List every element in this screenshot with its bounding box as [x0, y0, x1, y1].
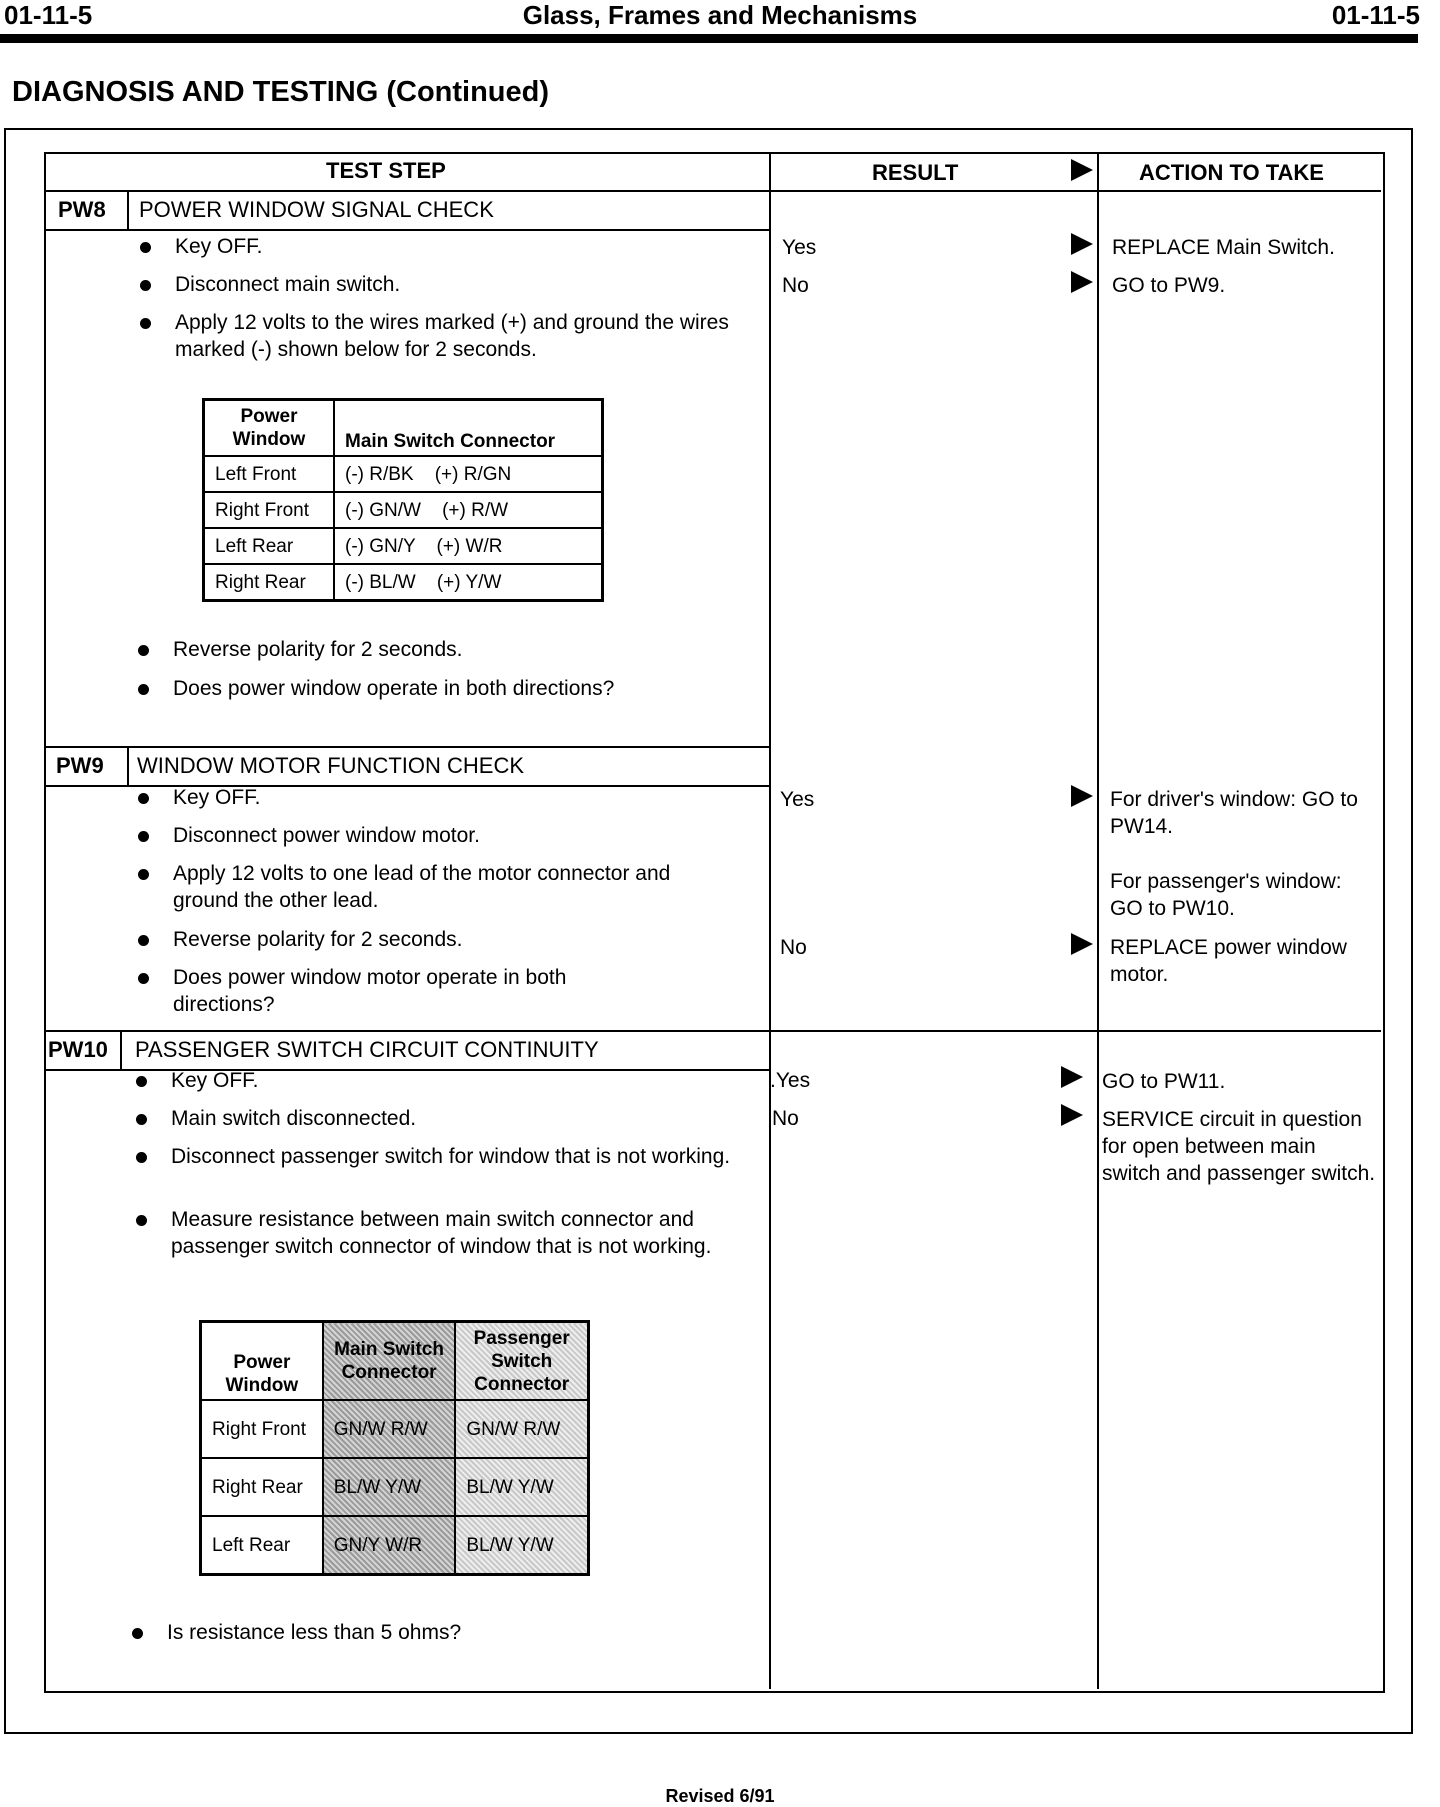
table-cell: Left Front: [204, 456, 335, 492]
result-yes: Yes: [782, 236, 817, 259]
bullet-text: Apply 12 volts to one lead of the motor connector and ground the other lead.: [173, 862, 671, 912]
result-no: No: [780, 936, 807, 959]
bullet-text: Key OFF.: [171, 1069, 259, 1092]
passenger-switch-table: [199, 1320, 590, 1576]
bullet-text: Disconnect main switch.: [175, 273, 401, 296]
arrow-icon: [1061, 1066, 1083, 1088]
bullet-icon: [138, 973, 149, 984]
arrow-icon: [1071, 233, 1093, 255]
step-title-pw9: WINDOW MOTOR FUNCTION CHECK: [137, 753, 525, 778]
table-row: [204, 456, 603, 492]
table-cell: Left Rear: [204, 528, 335, 564]
main-switch-connector-table: [202, 398, 604, 602]
result-no: No: [772, 1107, 799, 1130]
table-header-cell: Main Switch Connector: [323, 1322, 456, 1401]
column-divider: [1097, 152, 1099, 1689]
table-cell: (-) GN/W (+) R/W: [334, 492, 603, 528]
bullet-text: Reverse polarity for 2 seconds.: [173, 928, 463, 951]
bullet-icon: [138, 831, 149, 842]
bullet-icon: [136, 1215, 147, 1226]
step-tag-pw8: PW8: [58, 197, 106, 222]
bullet-text: Reverse polarity for 2 seconds.: [173, 638, 463, 661]
table-cell: (-) BL/W (+) Y/W: [334, 564, 603, 601]
tag-divider: [127, 748, 129, 786]
step-tag-pw9: PW9: [56, 753, 104, 778]
action-text: GO to PW11.: [1102, 1070, 1226, 1093]
bullet-icon: [138, 935, 149, 946]
action-text: For passenger's window: GO to PW10.: [1110, 870, 1342, 920]
table-cell: Right Rear: [204, 564, 335, 601]
revision-footer: Revised 6/91: [665, 1786, 775, 1806]
table-header-cell: Power Window: [204, 400, 335, 457]
table-row: [204, 528, 603, 564]
bullet-icon: [136, 1114, 147, 1125]
table-cell: (-) GN/Y (+) W/R: [334, 528, 603, 564]
result-no: No: [782, 274, 809, 297]
column-divider: [769, 152, 771, 1689]
page-code-left: 01-11-5: [4, 0, 93, 30]
table-cell: Right Front: [204, 492, 335, 528]
bullet-icon: [138, 684, 149, 695]
action-text: For driver's window: GO to PW14.: [1110, 788, 1358, 838]
table-cell: BL/W Y/W: [323, 1458, 456, 1516]
bullet-icon: [132, 1628, 143, 1639]
bullet-text: Disconnect passenger switch for window that is not working.: [171, 1145, 731, 1168]
table-row: [204, 564, 603, 601]
action-text: REPLACE Main Switch.: [1112, 236, 1335, 259]
bullet-icon: [136, 1076, 147, 1087]
arrow-icon: [1071, 933, 1093, 955]
bullet-icon: [136, 1152, 147, 1163]
table-cell: Right Rear: [201, 1458, 323, 1516]
step-separator: [44, 746, 770, 748]
result-yes: Yes: [780, 788, 815, 811]
bullet-icon: [138, 793, 149, 804]
bullet-text: Apply 12 volts to the wires marked (+) and ground the wires marked (-) shown below for 2 seconds.: [175, 311, 729, 361]
column-heading-result: RESULT: [872, 160, 959, 185]
column-heading-action: ACTION TO TAKE: [1139, 160, 1324, 185]
bullet-icon: [140, 318, 151, 329]
table-cell: Left Rear: [201, 1516, 323, 1575]
table-row: [201, 1458, 589, 1516]
page-header-title: Glass, Frames and Mechanisms: [522, 0, 918, 30]
table-cell: BL/W Y/W: [455, 1458, 588, 1516]
bullet-text: Key OFF.: [175, 235, 263, 258]
bullet-text: Is resistance less than 5 ohms?: [167, 1621, 462, 1644]
table-cell: GN/Y W/R: [323, 1516, 456, 1575]
header-rule: [0, 34, 1418, 43]
bullet-text: Does power window motor operate in both directions?: [173, 966, 567, 1016]
table-cell: Right Front: [201, 1400, 323, 1458]
table-cell: GN/W R/W: [455, 1400, 588, 1458]
table-row: [204, 492, 603, 528]
step-separator: [44, 1030, 1381, 1032]
table-header-cell: Power Window: [201, 1322, 323, 1401]
action-text: SERVICE circuit in question for open between main switch and passenger switch.: [1102, 1108, 1376, 1185]
action-text: GO to PW9.: [1112, 274, 1226, 297]
bullet-icon: [138, 869, 149, 880]
tag-divider: [127, 192, 129, 230]
bullet-icon: [140, 242, 151, 253]
bullet-text: Measure resistance between main switch connector and passenger switch connector of window that is not working.: [171, 1208, 712, 1258]
section-title: DIAGNOSIS AND TESTING (Continued): [12, 76, 550, 108]
table-header-row: [204, 400, 603, 457]
bullet-text: Key OFF.: [173, 786, 261, 809]
arrow-icon: [1071, 785, 1093, 807]
step-tag-pw10: PW10: [48, 1037, 108, 1062]
step-title-line: [44, 229, 770, 231]
step-title-line: [44, 785, 770, 787]
step-title-pw8: POWER WINDOW SIGNAL CHECK: [139, 197, 494, 222]
page-code-right: 01-11-5: [1331, 0, 1420, 30]
table-row: [201, 1516, 589, 1575]
tag-divider: [120, 1032, 122, 1070]
bullet-text: Main switch disconnected.: [171, 1107, 417, 1130]
bullet-text: Disconnect power window motor.: [173, 824, 480, 847]
header-row-line: [44, 190, 1381, 192]
step-title-pw10: PASSENGER SWITCH CIRCUIT CONTINUITY: [135, 1037, 599, 1062]
table-header-cell: Passenger Switch Connector: [455, 1322, 588, 1401]
table-row: [201, 1400, 589, 1458]
bullet-icon: [140, 280, 151, 291]
table-header-cell: Main Switch Connector: [334, 400, 603, 457]
table-cell: (-) R/BK (+) R/GN: [334, 456, 603, 492]
step-title-line: [44, 1069, 770, 1071]
result-yes: .Yes: [770, 1069, 811, 1092]
arrow-icon: [1071, 159, 1093, 181]
arrow-icon: [1071, 271, 1093, 293]
column-heading-test-step: TEST STEP: [326, 158, 446, 183]
action-text: REPLACE power window motor.: [1110, 936, 1347, 986]
arrow-icon: [1061, 1104, 1083, 1126]
bullet-icon: [138, 645, 149, 656]
table-header-row: [201, 1322, 589, 1401]
page-header: [0, 0, 1440, 30]
table-cell: GN/W R/W: [323, 1400, 456, 1458]
table-cell: BL/W Y/W: [455, 1516, 588, 1575]
bullet-text: Does power window operate in both directions?: [173, 677, 615, 700]
